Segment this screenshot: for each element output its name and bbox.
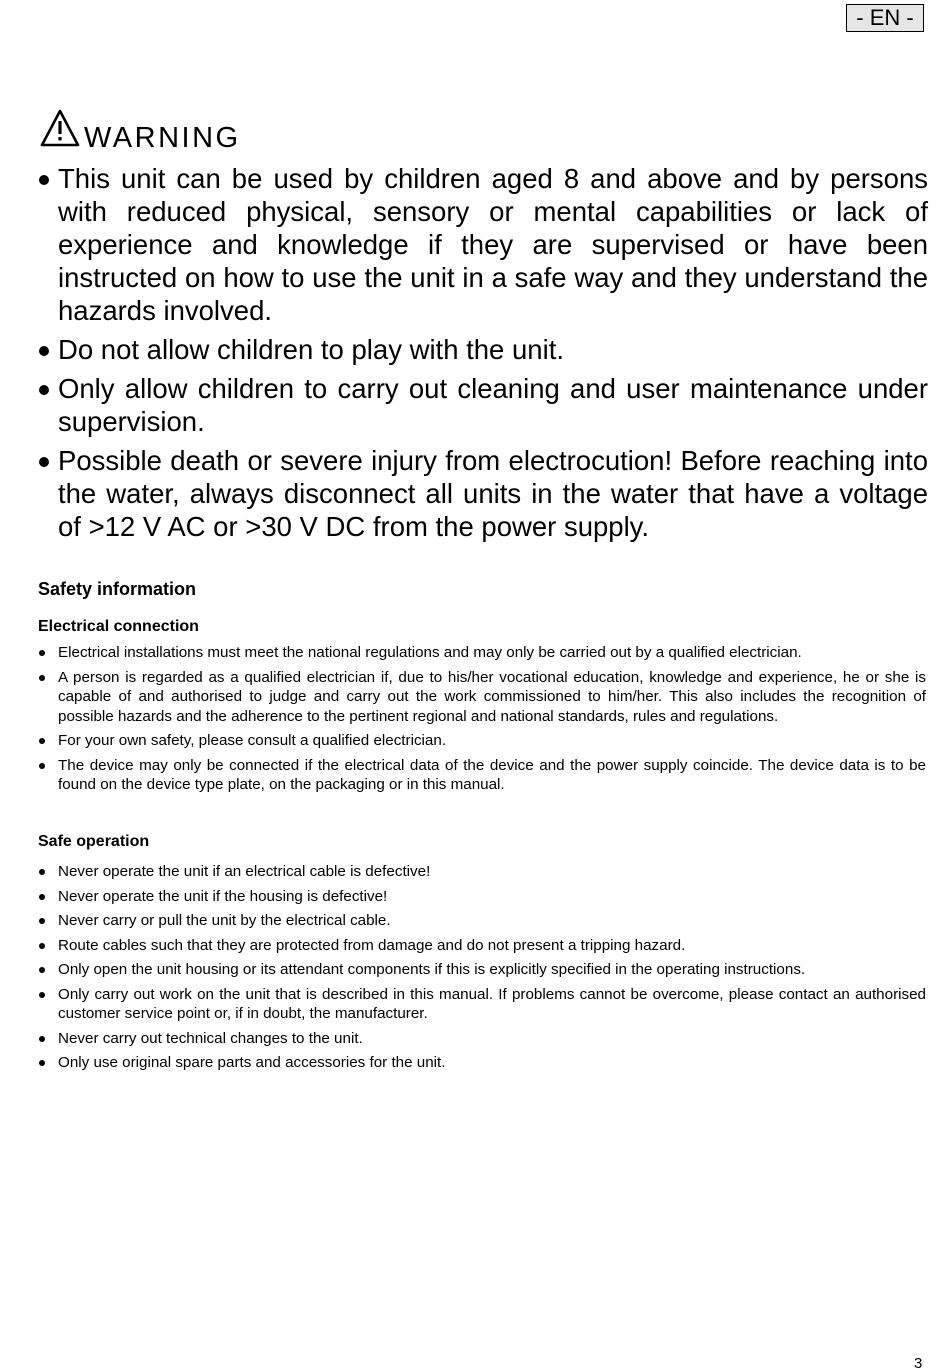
electrical-connection-list — [38, 643, 926, 800]
warning-item: Do not allow children to play with the unit. — [38, 333, 928, 366]
warning-triangle-icon — [40, 108, 80, 148]
section-title-safety-information: Safety information — [38, 579, 197, 599]
list-item: Only use original spare parts and accessories for the unit. — [38, 1053, 926, 1073]
list-item: Only open the unit housing or its attendant components if this is explicitly specified in the operating instructions. — [38, 960, 926, 980]
warning-item: Possible death or severe injury from electrocution! Before reaching into the water, always disconnect all units in the water that have a voltage of >12 V AC or >30 V DC from the power supply. — [38, 444, 928, 543]
list-item: Never operate the unit if an electrical cable is defective! — [38, 862, 926, 882]
warning-item: This unit can be used by children aged 8 and above and by persons with reduced physical, sensory or mental capabilities or lack of experience and knowledge if they are supervised or have been instructed on how to use the unit in a safe way and they understand the hazards involved. — [38, 162, 928, 327]
list-item: A person is regarded as a qualified electrician if, due to his/her vocational education, knowledge and experience, he or she is capable of and authorised to judge and carry out the work commissioned to him/her. This also includes the recognition of possible hazards and the adherence to the pertinent regional and national standards, rules and regulations. — [38, 668, 926, 727]
warning-list — [38, 162, 928, 549]
list-item: Electrical installations must meet the national regulations and may only be carried out by a qualified electrician. — [38, 643, 926, 663]
list-item: Never carry out technical changes to the unit. — [38, 1029, 926, 1049]
list-item: Only carry out work on the unit that is described in this manual. If problems cannot be overcome, please contact an authorised customer service point or, if in doubt, the manufacturer. — [38, 985, 926, 1024]
warning-title: WARNING — [84, 122, 241, 154]
safe-operation-list — [38, 862, 926, 1078]
subsection-title-electrical-connection: Electrical connection — [38, 618, 199, 635]
list-item: Never operate the unit if the housing is defective! — [38, 887, 926, 907]
list-item: The device may only be connected if the electrical data of the device and the power supply coincide. The device data is to be found on the device type plate, on the packaging or in this manual. — [38, 756, 926, 795]
list-item: For your own safety, please consult a qualified electrician. — [38, 731, 926, 751]
list-item: Never carry or pull the unit by the electrical cable. — [38, 911, 926, 931]
language-tag: - EN - — [846, 4, 924, 32]
page-number: 3 — [914, 1355, 923, 1372]
subsection-title-safe-operation: Safe operation — [38, 833, 150, 850]
warning-item: Only allow children to carry out cleaning and user maintenance under supervision. — [38, 372, 928, 438]
list-item: Route cables such that they are protected from damage and do not present a tripping hazard. — [38, 936, 926, 956]
